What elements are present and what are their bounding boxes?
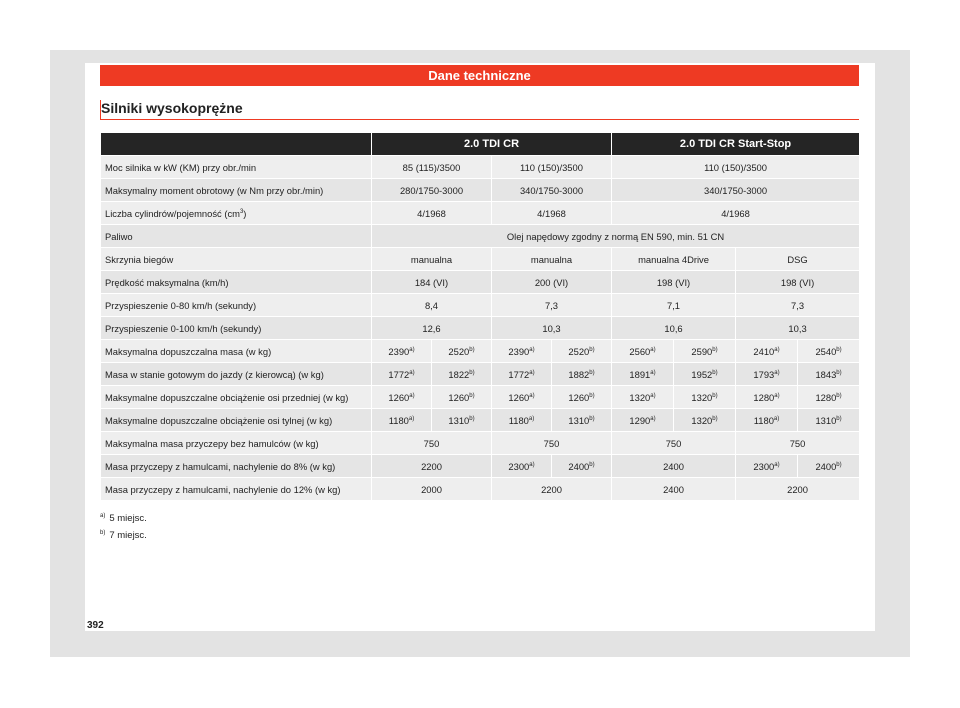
footnote-ref-b: b) <box>836 392 842 399</box>
table-cell <box>798 455 859 477</box>
table-cell: manualna <box>492 248 611 270</box>
footnote-ref-b: b) <box>712 415 718 422</box>
table-cell <box>552 386 611 408</box>
footnote-b <box>100 530 147 541</box>
table-cell <box>432 409 491 431</box>
row-label-suffix: ) <box>243 207 247 219</box>
footnote-ref-b: b) <box>589 369 595 376</box>
table-cell: manualna <box>372 248 491 270</box>
cell-value: 1320 <box>691 391 713 403</box>
footnote-ref-b: b) <box>469 369 475 376</box>
footnote-ref-b: b) <box>712 346 718 353</box>
table-row <box>101 386 859 408</box>
footnote-ref-a: a) <box>529 461 535 468</box>
footnote-ref-a: a) <box>650 392 656 399</box>
footnote-ref-b: b) <box>712 392 718 399</box>
table-row <box>101 478 859 500</box>
table-cell: 200 (VI) <box>492 271 611 293</box>
row-label: Paliwo <box>101 225 371 247</box>
header-engine-2: 2.0 TDI CR Start-Stop <box>612 133 859 155</box>
table-cell <box>372 409 431 431</box>
footnote-ref-a: a) <box>774 346 780 353</box>
footnote-ref-b: b) <box>589 346 595 353</box>
table-cell <box>798 409 859 431</box>
table-cell <box>372 386 431 408</box>
table-cell <box>492 386 551 408</box>
table-cell <box>612 363 673 385</box>
table-cell: 10,3 <box>492 317 611 339</box>
table-cell <box>798 363 859 385</box>
table-cell: 10,6 <box>612 317 735 339</box>
table-cell <box>552 340 611 362</box>
table-cell: 750 <box>372 432 491 454</box>
footnote-ref-b: b) <box>836 461 842 468</box>
table-cell <box>736 409 797 431</box>
table-cell <box>736 363 797 385</box>
cell-value: 2400 <box>815 460 837 472</box>
footnote-ref-a: a) <box>409 369 415 376</box>
footnote-text: 5 miejsc. <box>109 513 147 524</box>
section-marker <box>100 100 101 119</box>
row-label: Maksymalna dopuszczalna masa (w kg) <box>101 340 371 362</box>
cell-value: 2400 <box>568 460 590 472</box>
table-cell: 198 (VI) <box>736 271 859 293</box>
table-cell: 2200 <box>492 478 611 500</box>
footnote-ref-a: a) <box>528 415 535 422</box>
footnote-ref-b: b) <box>712 369 718 376</box>
cell-value: 2300 <box>508 460 530 472</box>
table-cell <box>552 363 611 385</box>
cell-value: 2390 <box>508 345 530 357</box>
table-cell <box>736 386 797 408</box>
row-label: Skrzynia biegów <box>101 248 371 270</box>
cell-value: 1310 <box>815 414 837 426</box>
row-label: Masa przyczepy z hamulcami, nachylenie do 12% (w kg) <box>101 478 371 500</box>
table-row <box>101 455 859 477</box>
section-divider <box>100 119 859 120</box>
table-row <box>101 179 859 201</box>
table-cell: 7,1 <box>612 294 735 316</box>
cell-value: 2590 <box>691 345 713 357</box>
table-cell <box>372 363 431 385</box>
cell-value: 1320 <box>629 391 651 403</box>
footnote-ref-b: b) <box>836 369 842 376</box>
cell-value: 1180 <box>388 414 409 426</box>
table-cell: 750 <box>736 432 859 454</box>
cell-value: 2540 <box>815 345 837 357</box>
cell-value: 1843 <box>815 368 837 380</box>
row-label: Maksymalne dopuszczalne obciążenie osi tylnej (w kg) <box>101 409 371 431</box>
footnote-ref-a: a) <box>650 415 656 422</box>
cell-value: 1180 <box>508 414 529 426</box>
cell-value: 1180 <box>753 414 774 426</box>
table-row <box>101 225 859 247</box>
table-cell: 7,3 <box>492 294 611 316</box>
table-cell <box>674 386 735 408</box>
table-cell: 750 <box>492 432 611 454</box>
table-cell: 280/1750-3000 <box>372 179 491 201</box>
table-cell: 10,3 <box>736 317 859 339</box>
table-cell: 4/1968 <box>372 202 491 224</box>
footnote-a <box>100 513 147 524</box>
footnote-ref-b: b) <box>836 415 842 422</box>
table-cell: 4/1968 <box>612 202 859 224</box>
table-cell: manualna 4Drive <box>612 248 735 270</box>
cell-value: 1310 <box>568 414 590 426</box>
footnote-ref-a: a) <box>529 369 535 376</box>
cell-value: 1772 <box>388 368 410 380</box>
header-engine-1: 2.0 TDI CR <box>372 133 611 155</box>
cell-value: 1290 <box>629 414 651 426</box>
footnote-mark: b) <box>100 530 106 536</box>
cell-value: 2520 <box>448 345 470 357</box>
cell-value: 2560 <box>629 345 651 357</box>
spec-table <box>100 132 860 501</box>
table-cell <box>552 455 611 477</box>
table-cell <box>492 409 551 431</box>
table-cell: 12,6 <box>372 317 491 339</box>
footnote-ref-a: a) <box>408 415 415 422</box>
row-label-sup: 3 <box>239 208 244 215</box>
footnote-ref-a: a) <box>773 415 780 422</box>
table-cell <box>492 363 551 385</box>
table-cell <box>798 386 859 408</box>
footnote-text: 7 miejsc. <box>109 530 147 541</box>
table-cell <box>552 409 611 431</box>
table-cell <box>798 340 859 362</box>
row-label: Maksymalny moment obrotowy (w Nm przy obr./min) <box>101 179 371 201</box>
footnote-ref-a: a) <box>774 369 780 376</box>
row-label: Przyspieszenie 0-100 km/h (sekundy) <box>101 317 371 339</box>
table-cell: 750 <box>612 432 735 454</box>
row-label: Maksymalna masa przyczepy bez hamulców (w kg) <box>101 432 371 454</box>
table-row <box>101 409 859 431</box>
cell-value: 1952 <box>691 368 713 380</box>
cell-value: 1260 <box>508 391 530 403</box>
header-empty-cell <box>101 133 371 155</box>
cell-value: 1882 <box>568 368 590 380</box>
table-cell: 340/1750-3000 <box>612 179 859 201</box>
table-cell <box>612 386 673 408</box>
cell-value: 1320 <box>691 414 713 426</box>
table-cell: 85 (115)/3500 <box>372 156 491 178</box>
table-cell <box>492 455 551 477</box>
section-title: Silniki wysokoprężne <box>101 100 243 116</box>
cell-value: 2520 <box>568 345 590 357</box>
table-cell <box>612 340 673 362</box>
cell-value: 1280 <box>753 391 775 403</box>
cell-value: 1260 <box>388 391 410 403</box>
table-cell: 2400 <box>612 478 735 500</box>
footnote-ref-b: b) <box>469 392 475 399</box>
table-cell: 7,3 <box>736 294 859 316</box>
cell-value: 1280 <box>815 391 837 403</box>
footnote-ref-b: b) <box>589 392 595 399</box>
table-cell <box>432 340 491 362</box>
cell-value: 2300 <box>753 460 775 472</box>
table-cell: 340/1750-3000 <box>492 179 611 201</box>
table-cell: DSG <box>736 248 859 270</box>
table-row <box>101 156 859 178</box>
row-label <box>101 202 371 224</box>
page-number: 392 <box>87 620 104 631</box>
row-label: Prędkość maksymalna (km/h) <box>101 271 371 293</box>
row-label: Masa w stanie gotowym do jazdy (z kierowcą) (w kg) <box>101 363 371 385</box>
table-cell <box>432 386 491 408</box>
cell-value: 1260 <box>448 391 470 403</box>
footnote-ref-b: b) <box>589 415 595 422</box>
table-row <box>101 340 859 362</box>
table-cell: 8,4 <box>372 294 491 316</box>
cell-value: 1891 <box>629 368 651 380</box>
footnote-ref-a: a) <box>529 346 535 353</box>
footnote-ref-a: a) <box>409 346 415 353</box>
table-cell: 2200 <box>736 478 859 500</box>
cell-value: 1310 <box>448 414 470 426</box>
table-cell <box>736 340 797 362</box>
table-cell <box>674 409 735 431</box>
table-cell: 2400 <box>612 455 735 477</box>
table-cell <box>674 340 735 362</box>
table-cell: Olej napędowy zgodny z normą EN 590, min. 51 CN <box>372 225 859 247</box>
footnote-ref-a: a) <box>650 369 656 376</box>
table-cell: 110 (150)/3500 <box>612 156 859 178</box>
row-label-text: Liczba cylindrów/pojemność (cm <box>105 207 240 219</box>
table-cell <box>432 363 491 385</box>
cell-value: 1260 <box>568 391 590 403</box>
footnote-mark: a) <box>100 513 106 519</box>
table-cell: 2000 <box>372 478 491 500</box>
footnote-ref-a: a) <box>650 346 656 353</box>
table-row <box>101 432 859 454</box>
row-label: Przyspieszenie 0-80 km/h (sekundy) <box>101 294 371 316</box>
table-cell: 2200 <box>372 455 491 477</box>
footnote-ref-a: a) <box>774 392 780 399</box>
table-cell <box>736 455 797 477</box>
table-row <box>101 202 859 224</box>
table-cell: 110 (150)/3500 <box>492 156 611 178</box>
table-cell: 184 (VI) <box>372 271 491 293</box>
table-cell: 198 (VI) <box>612 271 735 293</box>
cell-value: 2410 <box>753 345 775 357</box>
footnote-ref-b: b) <box>589 461 595 468</box>
table-cell <box>492 340 551 362</box>
footnote-ref-a: a) <box>774 461 780 468</box>
footnote-ref-b: b) <box>469 346 475 353</box>
table-cell <box>372 340 431 362</box>
table-row <box>101 363 859 385</box>
table-cell: 4/1968 <box>492 202 611 224</box>
table-header-row <box>101 133 859 155</box>
footnote-ref-b: b) <box>469 415 475 422</box>
footnote-ref-a: a) <box>529 392 535 399</box>
table-row <box>101 294 859 316</box>
table-row <box>101 248 859 270</box>
chapter-header: Dane techniczne <box>100 65 859 86</box>
table-cell <box>674 363 735 385</box>
row-label: Masa przyczepy z hamulcami, nachylenie do 8% (w kg) <box>101 455 371 477</box>
table-row <box>101 271 859 293</box>
footnote-ref-a: a) <box>409 392 415 399</box>
table-cell <box>612 409 673 431</box>
table-row <box>101 317 859 339</box>
cell-value: 1822 <box>448 368 470 380</box>
cell-value: 1772 <box>508 368 530 380</box>
row-label: Maksymalne dopuszczalne obciążenie osi przedniej (w kg) <box>101 386 371 408</box>
footnote-ref-b: b) <box>836 346 842 353</box>
row-label: Moc silnika w kW (KM) przy obr./min <box>101 156 371 178</box>
cell-value: 1793 <box>753 368 775 380</box>
cell-value: 2390 <box>388 345 410 357</box>
